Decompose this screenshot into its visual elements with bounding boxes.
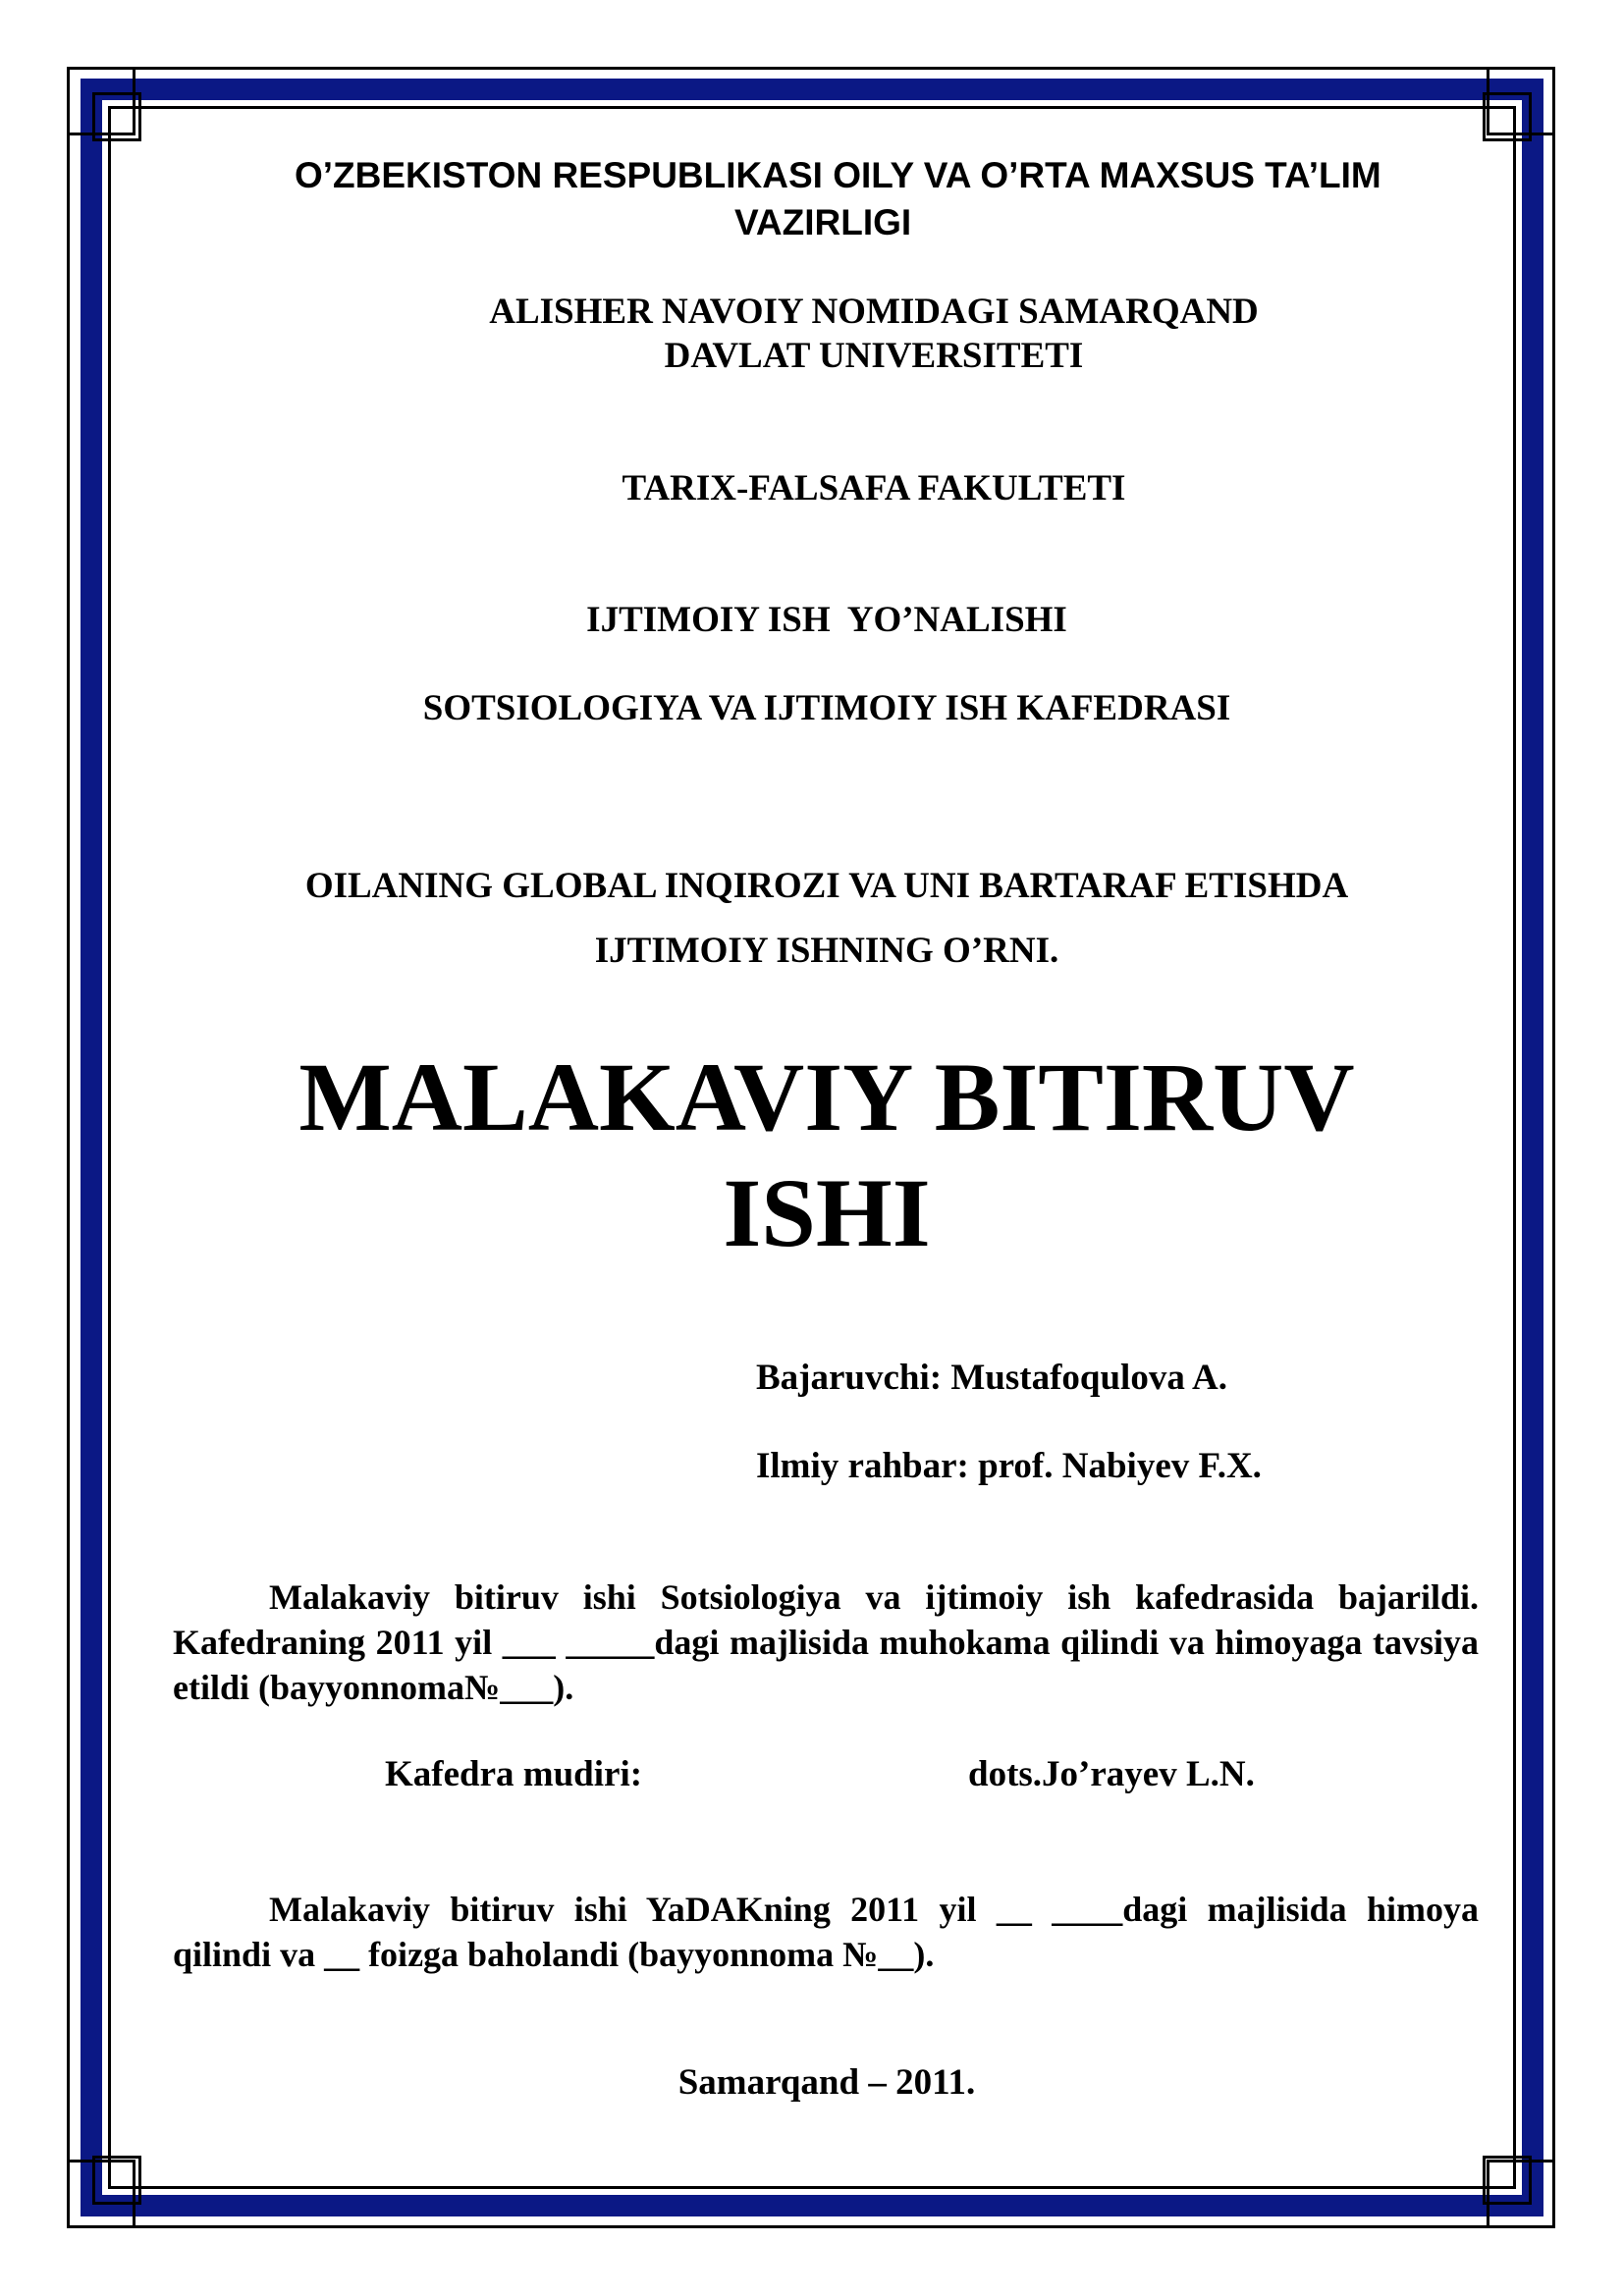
- ministry-line-1: O’ZBEKISTON RESPUBLIKASI OILY VA O’RTA MAXSUS TA’LIM: [295, 155, 1381, 195]
- work-type-title-line-1: MALAKAVIY BITIRUV: [298, 1042, 1355, 1151]
- place-year: Samarqand – 2011.: [677, 2062, 976, 2103]
- university-line-2: DAVLAT UNIVERSITETI: [664, 336, 1084, 376]
- department-title: SOTSIOLOGIYA VA IJTIMOIY ISH KAFEDRASI: [422, 688, 1231, 728]
- direction-title: IJTIMOIY ISH YO’NALISHI: [586, 600, 1067, 640]
- head-of-department-name: dots.Jo’rayev L.N.: [968, 1754, 1255, 1794]
- corner-ornament-top-left-small: [92, 92, 141, 141]
- supervisor-line: Ilmiy rahbar: prof. Nabiyev F.X.: [756, 1446, 1262, 1486]
- corner-ornament-bottom-right-small: [1483, 2156, 1532, 2205]
- defense-paragraph: Malakaviy bitiruv ishi YaDAKning 2011 yil __ ____dagi majlisida himoya qilindi va __ foizga baholandi (bayyonnoma №__).: [173, 1890, 1479, 1974]
- topic-line-1: OILANING GLOBAL INQIROZI VA UNI BARTARAF ETISHDA: [304, 866, 1349, 906]
- department-approval-paragraph: Malakaviy bitiruv ishi Sotsiologiya va ijtimoiy ish kafedrasida bajarildi. Kafedraning 2011 yil ___ _____dagi majlisida muhokama qilindi va himoyaga tavsiya etildi (bayyonnoma№___).: [173, 1577, 1479, 1707]
- corner-ornament-top-right-small: [1483, 92, 1532, 141]
- performer-line: Bajaruvchi: Mustafoqulova A.: [756, 1358, 1228, 1398]
- head-of-department-label: Kafedra mudiri:: [385, 1754, 643, 1794]
- faculty-title: TARIX-FALSAFA FAKULTETI: [622, 468, 1126, 508]
- ministry-line-2: VAZIRLIGI: [734, 202, 912, 242]
- corner-ornament-bottom-left-small: [92, 2156, 141, 2205]
- university-line-1: ALISHER NAVOIY NOMIDAGI SAMARQAND: [489, 292, 1259, 332]
- topic-line-2: IJTIMOIY ISHNING O’RNI.: [594, 931, 1059, 971]
- work-type-title-line-2: ISHI: [723, 1158, 931, 1267]
